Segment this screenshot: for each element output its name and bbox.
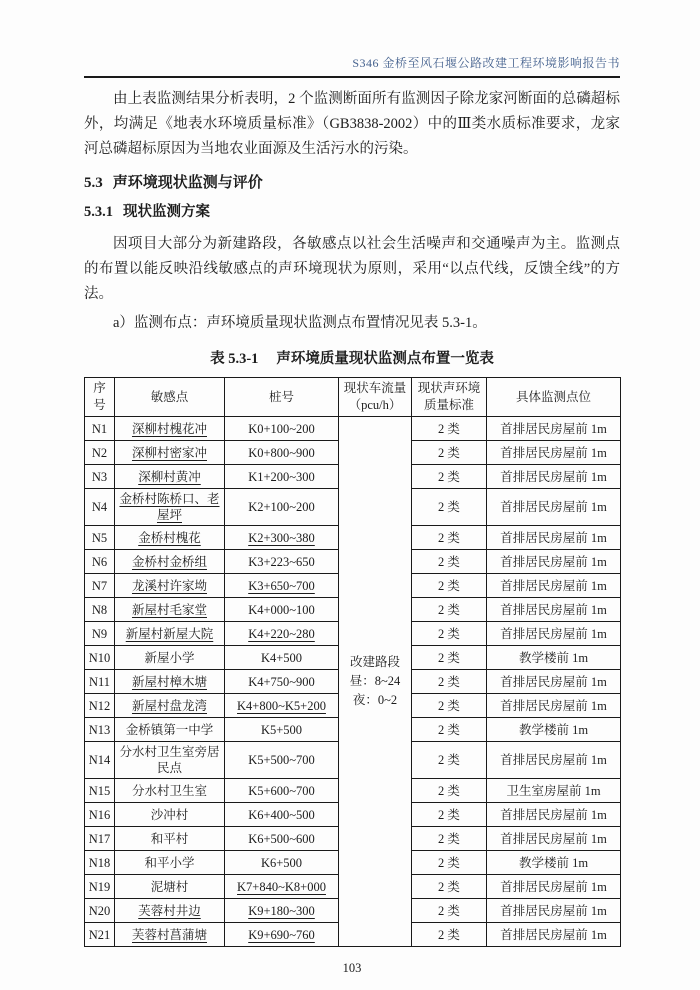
cell-stake: K2+300~380 (225, 526, 339, 550)
table-caption-label: 表 5.3-1 (210, 351, 259, 367)
table-caption (84, 348, 620, 370)
cell-location: 首排居民房屋前 1m (487, 417, 621, 441)
cell-stake: K1+200~300 (225, 465, 339, 489)
cell-sensitive-point: 分水村卫生室旁居民点 (115, 742, 225, 779)
paragraph-monitoring-plan: 因项目大部分为新建路段，各敏感点以社会生活噪声和交通噪声为主。监测点的布置以能反映沿线敏感点的声环境现状为原则，采用“以点代线，反馈全线”的方法。 (84, 236, 620, 302)
cell-sensitive-point: 金桥村金桥组 (115, 550, 225, 574)
cell-stake: K0+800~900 (225, 441, 339, 465)
cell-sensitive-point: 深柳村槐花冲 (115, 417, 225, 441)
cell-stake: K6+400~500 (225, 803, 339, 827)
cell-stake: K4+500 (225, 646, 339, 670)
traffic-note-line: 改建路段 (349, 655, 400, 669)
cell-location: 首排居民房屋前 1m (487, 670, 621, 694)
cell-standard: 2 类 (412, 489, 487, 526)
subsection-number: 5.3.1 (84, 204, 113, 220)
cell-sensitive-point: 新屋村毛家堂 (115, 598, 225, 622)
traffic-note-line: 夜：0~2 (352, 693, 398, 707)
cell-standard: 2 类 (412, 465, 487, 489)
cell-id: N3 (85, 465, 115, 489)
table-header-row (85, 378, 621, 417)
cell-sensitive-point: 芙蓉村井边 (115, 899, 225, 923)
cell-stake: K4+000~100 (225, 598, 339, 622)
cell-sensitive-point: 金桥村陈桥口、老屋坪 (115, 489, 225, 526)
cell-stake: K0+100~200 (225, 417, 339, 441)
cell-location: 教学楼前 1m (487, 851, 621, 875)
cell-location: 首排居民房屋前 1m (487, 827, 621, 851)
cell-standard: 2 类 (412, 875, 487, 899)
cell-id: N6 (85, 550, 115, 574)
cell-location: 首排居民房屋前 1m (487, 465, 621, 489)
cell-sensitive-point: 金桥镇第一中学 (115, 718, 225, 742)
cell-standard: 2 类 (412, 598, 487, 622)
cell-stake: K5+500~700 (225, 742, 339, 779)
cell-location: 首排居民房屋前 1m (487, 622, 621, 646)
cell-standard: 2 类 (412, 827, 487, 851)
cell-standard: 2 类 (412, 694, 487, 718)
cell-id: N16 (85, 803, 115, 827)
cell-id: N4 (85, 489, 115, 526)
cell-standard: 2 类 (412, 417, 487, 441)
cell-sensitive-point: 和平村 (115, 827, 225, 851)
cell-stake: K3+223~650 (225, 550, 339, 574)
table-row (85, 417, 621, 441)
cell-sensitive-point: 沙冲村 (115, 803, 225, 827)
cell-standard: 2 类 (412, 718, 487, 742)
cell-location: 首排居民房屋前 1m (487, 526, 621, 550)
cell-standard: 2 类 (412, 646, 487, 670)
traffic-note-line: 昼：8~24 (349, 674, 401, 688)
cell-location: 教学楼前 1m (487, 718, 621, 742)
cell-location: 首排居民房屋前 1m (487, 742, 621, 779)
cell-id: N7 (85, 574, 115, 598)
col-header-sensitive-point: 敏感点 (115, 378, 225, 417)
subsection-heading-5-3-1 (84, 201, 620, 223)
cell-stake: K9+690~760 (225, 923, 339, 947)
cell-id: N14 (85, 742, 115, 779)
cell-location: 首排居民房屋前 1m (487, 550, 621, 574)
cell-sensitive-point: 新屋小学 (115, 646, 225, 670)
cell-stake: K4+750~900 (225, 670, 339, 694)
cell-location: 首排居民房屋前 1m (487, 923, 621, 947)
cell-sensitive-point: 新屋村新屋大院 (115, 622, 225, 646)
cell-stake: K6+500~600 (225, 827, 339, 851)
cell-location: 首排居民房屋前 1m (487, 441, 621, 465)
cell-id: N2 (85, 441, 115, 465)
section-number: 5.3 (84, 175, 103, 191)
cell-id: N15 (85, 779, 115, 803)
cell-stake: K5+500 (225, 718, 339, 742)
cell-standard: 2 类 (412, 742, 487, 779)
cell-sensitive-point: 金桥村槐花 (115, 526, 225, 550)
page-number: 103 (342, 961, 362, 975)
cell-sensitive-point: 泥塘村 (115, 875, 225, 899)
cell-stake: K6+500 (225, 851, 339, 875)
cell-stake: K4+220~280 (225, 622, 339, 646)
col-header-standard: 现状声环境质量标准 (412, 378, 487, 417)
subsection-title: 现状监测方案 (123, 204, 210, 220)
noise-monitoring-table (84, 377, 621, 947)
col-header-stake: 桩号 (225, 378, 339, 417)
cell-location: 首排居民房屋前 1m (487, 803, 621, 827)
cell-location: 首排居民房屋前 1m (487, 598, 621, 622)
cell-stake: K7+840~K8+000 (225, 875, 339, 899)
running-header-title: S346 金桥至风石堰公路改建工程环境影响报告书 (352, 56, 620, 70)
cell-standard: 2 类 (412, 923, 487, 947)
cell-sensitive-point: 新屋村樟木塘 (115, 670, 225, 694)
cell-standard: 2 类 (412, 622, 487, 646)
cell-standard: 2 类 (412, 550, 487, 574)
table-caption-title: 声环境质量现状监测点布置一览表 (276, 351, 494, 367)
cell-standard: 2 类 (412, 803, 487, 827)
cell-id: N19 (85, 875, 115, 899)
cell-sensitive-point: 芙蓉村菖蒲塘 (115, 923, 225, 947)
cell-stake: K9+180~300 (225, 899, 339, 923)
cell-standard: 2 类 (412, 670, 487, 694)
cell-id: N17 (85, 827, 115, 851)
cell-standard: 2 类 (412, 526, 487, 550)
cell-location: 首排居民房屋前 1m (487, 574, 621, 598)
cell-id: N13 (85, 718, 115, 742)
paragraph-monitoring-points-ref: a）监测布点：声环境质量现状监测点布置情况见表 5.3-1。 (113, 315, 487, 331)
cell-stake: K3+650~700 (225, 574, 339, 598)
cell-sensitive-point: 分水村卫生室 (115, 779, 225, 803)
cell-location: 首排居民房屋前 1m (487, 899, 621, 923)
cell-id: N1 (85, 417, 115, 441)
cell-traffic-note (339, 417, 412, 947)
cell-standard: 2 类 (412, 851, 487, 875)
cell-id: N21 (85, 923, 115, 947)
cell-location: 首排居民房屋前 1m (487, 489, 621, 526)
cell-id: N20 (85, 899, 115, 923)
cell-stake: K2+100~200 (225, 489, 339, 526)
cell-id: N9 (85, 622, 115, 646)
cell-sensitive-point: 和平小学 (115, 851, 225, 875)
cell-stake: K4+800~K5+200 (225, 694, 339, 718)
cell-location: 首排居民房屋前 1m (487, 875, 621, 899)
cell-id: N8 (85, 598, 115, 622)
col-header-traffic: 现状车流量（pcu/h） (339, 378, 412, 417)
cell-sensitive-point: 龙溪村许家坳 (115, 574, 225, 598)
cell-standard: 2 类 (412, 574, 487, 598)
col-header-id: 序号 (85, 378, 115, 417)
section-heading-5-3 (84, 172, 620, 194)
section-title: 声环境现状监测与评价 (112, 175, 263, 191)
cell-standard: 2 类 (412, 779, 487, 803)
cell-location: 首排居民房屋前 1m (487, 694, 621, 718)
paragraph-water-quality-conclusion: 由上表监测结果分析表明，2 个监测断面所有监测因子除龙家河断面的总磷超标外，均满足《地表水环境质量标准》（GB3838-2002）中的Ⅲ类水质标准要求，龙家河总磷超标原因为当地农业面源及生活污水的污染。 (84, 91, 620, 157)
cell-id: N5 (85, 526, 115, 550)
cell-location: 教学楼前 1m (487, 646, 621, 670)
cell-sensitive-point: 新屋村盘龙湾 (115, 694, 225, 718)
cell-location: 卫生室房屋前 1m (487, 779, 621, 803)
cell-id: N12 (85, 694, 115, 718)
cell-sensitive-point: 深柳村黄冲 (115, 465, 225, 489)
col-header-location: 具体监测点位 (487, 378, 621, 417)
cell-sensitive-point: 深柳村密家冲 (115, 441, 225, 465)
cell-id: N10 (85, 646, 115, 670)
cell-standard: 2 类 (412, 441, 487, 465)
cell-standard: 2 类 (412, 899, 487, 923)
cell-id: N18 (85, 851, 115, 875)
running-header (84, 54, 620, 78)
cell-id: N11 (85, 670, 115, 694)
cell-stake: K5+600~700 (225, 779, 339, 803)
